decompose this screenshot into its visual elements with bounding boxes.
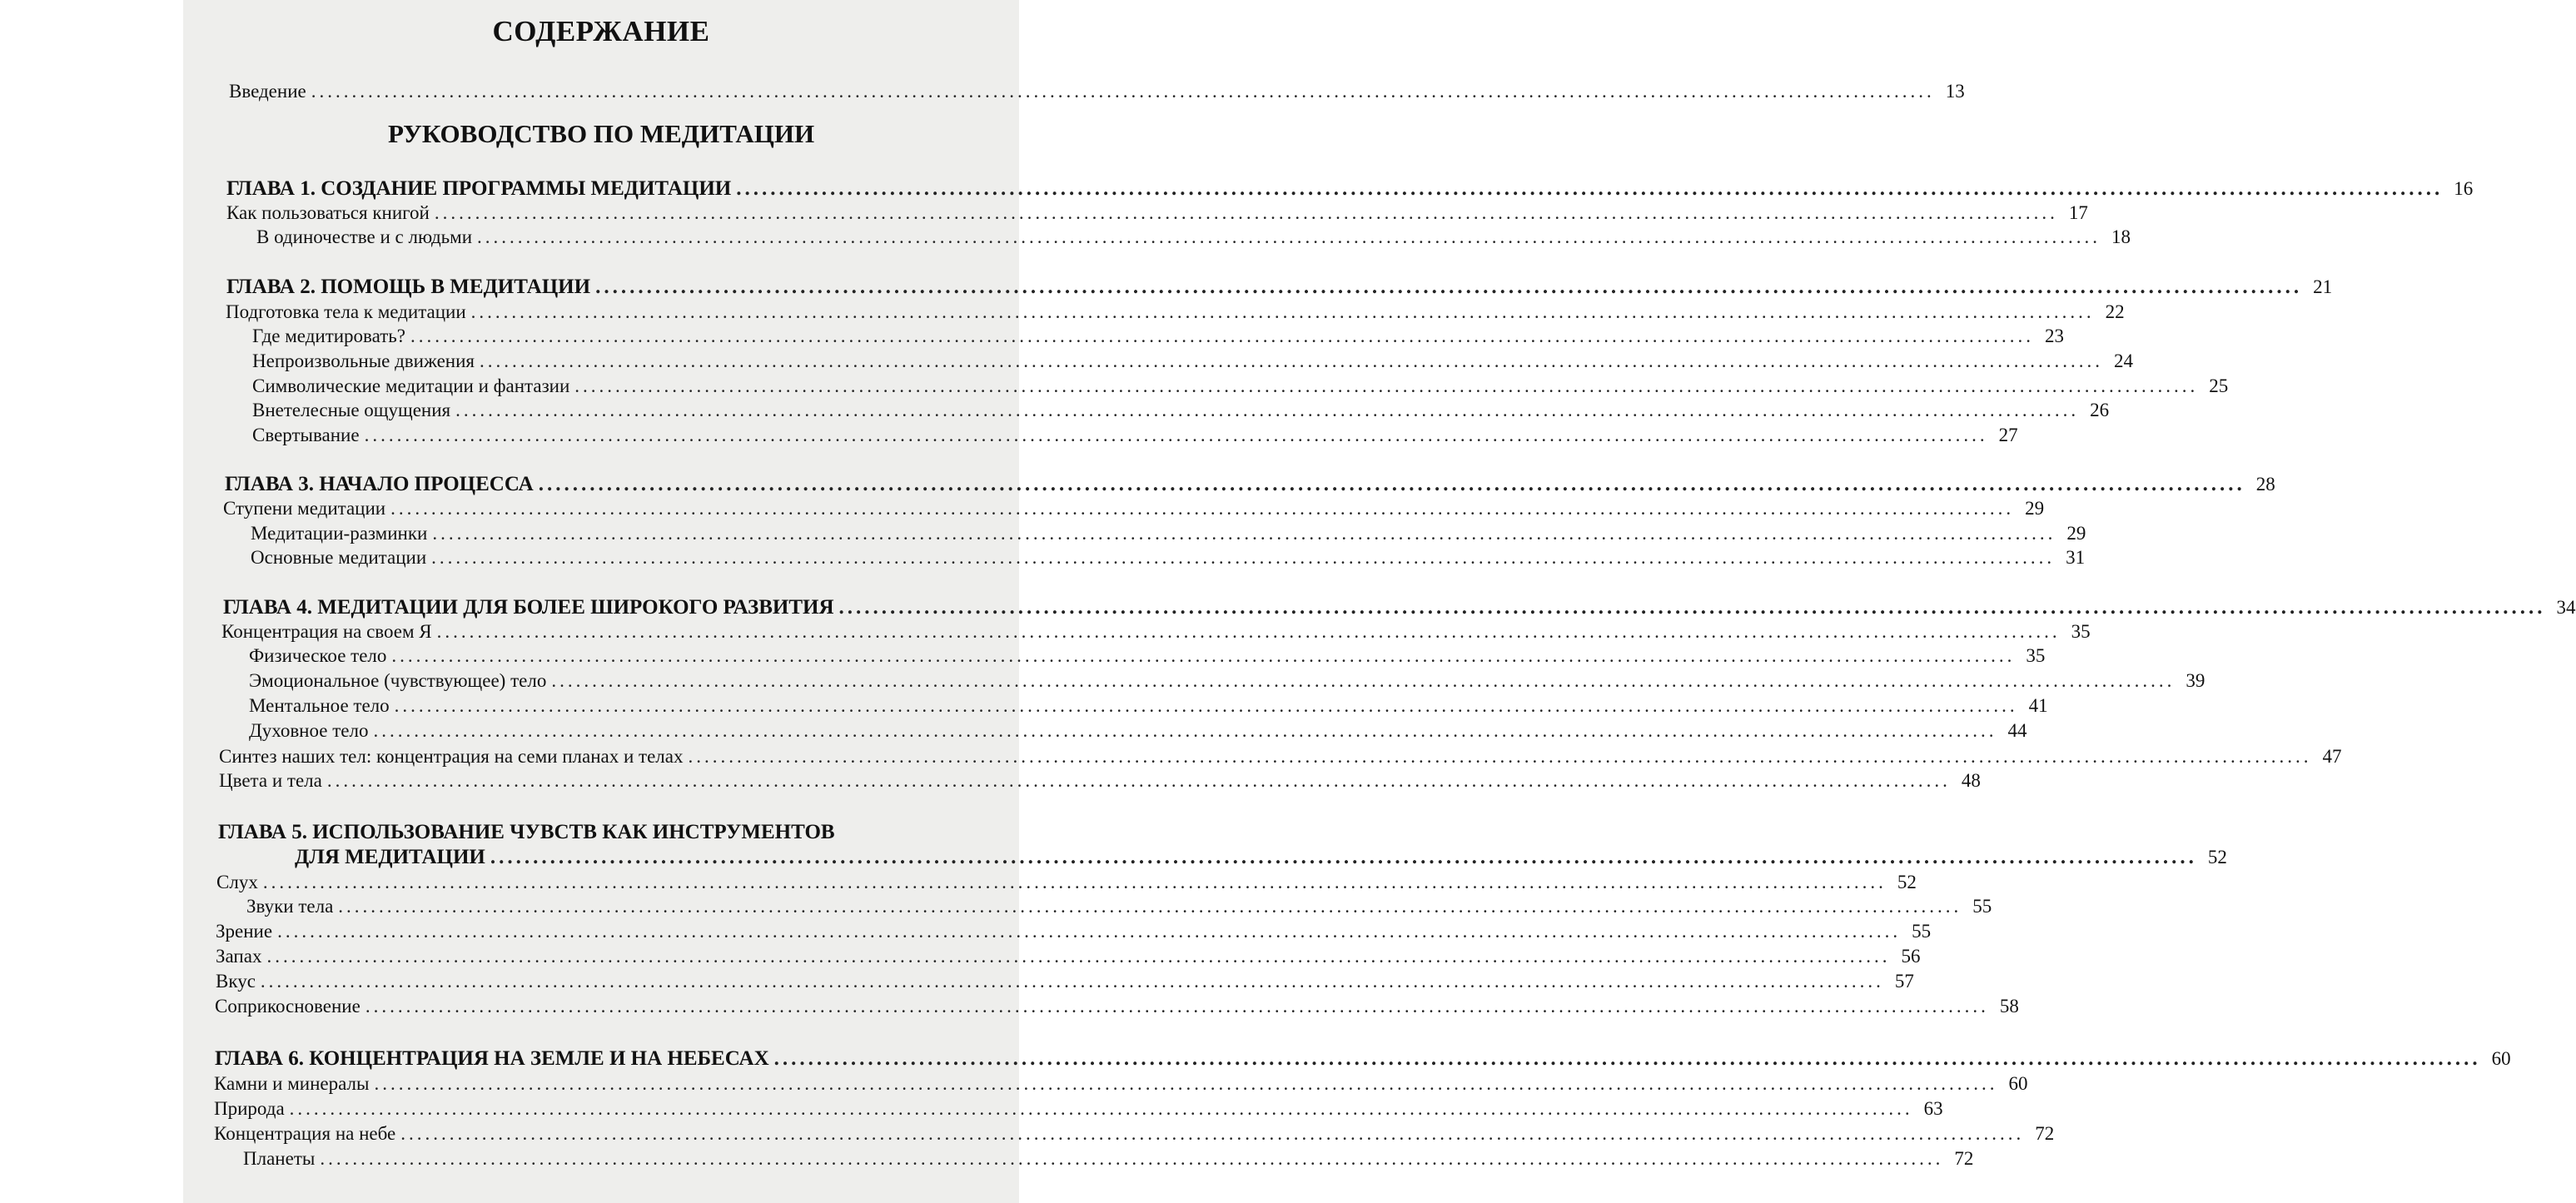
dot-leader: ........................................................................................................................................................................................................ [479, 350, 2103, 371]
toc-entry-label: Зрение [216, 921, 273, 942]
dot-leader: ........................................................................................................................................................................................................ [262, 872, 1887, 892]
toc-entry [226, 201, 2088, 225]
toc-entry-page: 22 [2105, 301, 2125, 322]
dot-leader: ........................................................................................................................................................................................................ [436, 621, 2061, 642]
toc-chapter-label: ДЛЯ МЕДИТАЦИИ [295, 846, 485, 868]
dot-leader: ........................................................................................................................................................................................................ [260, 971, 1884, 992]
dot-leader: ........................................................................................................................................................................................................ [374, 1073, 1998, 1094]
toc-entry-label: Ментальное тело [249, 695, 390, 716]
toc-entry-label: Запах [216, 946, 262, 967]
dot-leader: ........................................................................................................................................................................................................ [326, 770, 1951, 791]
toc-subentry [252, 399, 2110, 422]
toc-subentry [252, 325, 2064, 348]
toc-entry-page: 72 [1954, 1148, 1974, 1169]
dot-leader: ........................................................................................................................................................................................................ [455, 400, 2080, 420]
toc-entry-label: Медитации-разминки [251, 523, 428, 544]
toc-entry-page: 26 [2090, 400, 2110, 420]
toc-subentry [251, 546, 2086, 569]
dot-leader: ........................................................................................................................................................................................................ [410, 326, 2034, 346]
toc-entry-page: 72 [2035, 1123, 2055, 1144]
toc-entry-page: 18 [2111, 226, 2131, 247]
dot-leader: ........................................................................................................................................................................................................ [320, 1148, 1944, 1169]
toc-chapter-3 [225, 473, 2275, 496]
toc-entry-page: 52 [1897, 872, 1917, 892]
dot-leader: ........................................................................................................................................................................................................ [773, 1047, 2481, 1070]
toc-subentry [252, 424, 2018, 447]
dot-leader: ........................................................................................................................................................................................................ [688, 746, 2312, 767]
toc-subentry [246, 895, 1992, 918]
toc-chapter-page: 60 [2491, 1048, 2511, 1069]
toc-entry-label: Планеты [243, 1148, 316, 1169]
toc-entry-label: Свертывание [252, 425, 360, 445]
toc-entry-label: Ступени медитации [223, 498, 386, 519]
toc-entry-page: 55 [1972, 896, 1992, 917]
toc-chapter-4 [223, 596, 2576, 619]
toc-chapter-2 [226, 276, 2333, 299]
toc-entry [219, 745, 2342, 768]
toc-entry-page: 44 [2007, 720, 2027, 741]
toc-entry-label: В одиночестве и с людьми [256, 226, 473, 247]
toc-entry-page: 17 [2068, 202, 2088, 223]
toc-entry-page: 57 [1894, 971, 1914, 992]
toc-subentry [252, 350, 2133, 373]
toc-entry-page: 63 [1923, 1098, 1943, 1119]
toc-entry-intro [229, 80, 1965, 103]
toc-entry-label: Слух [216, 872, 258, 892]
toc-entry-page: 56 [1901, 946, 1921, 967]
toc-entry-label: Подготовка тела к медитации [226, 301, 466, 322]
toc-entry-page: 48 [1961, 770, 1981, 791]
toc-chapter-label: ГЛАВА 1. СОЗДАНИЕ ПРОГРАММЫ МЕДИТАЦИИ [226, 177, 732, 200]
toc-entry-label: Соприкосновение [215, 996, 361, 1017]
dot-leader: ........................................................................................................................................................................................................ [838, 596, 2546, 619]
dot-leader: ........................................................................................................................................................................................................ [364, 425, 1988, 445]
toc-subentry [251, 522, 2086, 545]
toc-entry [221, 620, 2091, 644]
toc-entry-page: 35 [2026, 645, 2046, 666]
toc-entry-label: Внетелесные ощущения [252, 400, 451, 420]
toc-entry [214, 1097, 1943, 1121]
toc-entry-label: Символические медитации и фантазии [252, 375, 570, 396]
toc-chapter-page: 52 [2207, 847, 2227, 867]
dot-leader: ........................................................................................................................................................................................................ [266, 946, 1891, 967]
toc-chapter-label: ГЛАВА 3. НАЧАЛО ПРОЦЕССА [225, 473, 534, 495]
toc-chapter-page: 21 [2313, 276, 2333, 297]
toc-entry-label: Как пользоваться книгой [226, 202, 430, 223]
dot-leader: ........................................................................................................................................................................................................ [289, 1098, 1913, 1119]
toc-subentry [252, 375, 2229, 398]
toc-entry [216, 920, 1932, 943]
dot-leader: ........................................................................................................................................................................................................ [431, 547, 2056, 568]
toc-entry-page: 31 [2066, 547, 2086, 568]
toc-entry-page: 23 [2044, 326, 2064, 346]
toc-entry-label: Физическое тело [249, 645, 387, 666]
toc-entry-page: 35 [2071, 621, 2091, 642]
toc-chapter-page: 28 [2255, 474, 2275, 495]
dot-leader: ........................................................................................................................................................................................................ [373, 720, 1997, 741]
toc-entry-page: 25 [2209, 375, 2229, 396]
dot-leader: ........................................................................................................................................................................................................ [595, 276, 2303, 298]
dot-leader: ........................................................................................................................................................................................................ [477, 226, 2101, 247]
toc-entry-label: Цвета и тела [219, 770, 322, 791]
toc-chapter-5 [295, 846, 2227, 869]
toc-subentry [249, 694, 2048, 718]
toc-entry-label: Основные медитации [251, 547, 427, 568]
toc-entry [216, 970, 1914, 993]
toc-subentry [249, 644, 2046, 668]
book-page [183, 0, 2576, 1203]
dot-leader: ........................................................................................................................................................................................................ [400, 1123, 2025, 1144]
toc-entry-page: 41 [2028, 695, 2048, 716]
toc-entry-page: 27 [1998, 425, 2018, 445]
dot-leader: ........................................................................................................................................................................................................ [551, 670, 2176, 691]
dot-leader: ........................................................................................................................................................................................................ [434, 202, 2058, 223]
dot-leader: ........................................................................................................................................................................................................ [311, 81, 1935, 102]
dot-leader: ........................................................................................................................................................................................................ [490, 846, 2197, 868]
toc-entry [223, 497, 2045, 520]
toc-entry-page: 39 [2186, 670, 2206, 691]
toc-entry-page: 29 [2066, 523, 2086, 544]
toc-chapter-label: ГЛАВА 6. КОНЦЕНТРАЦИЯ НА ЗЕМЛЕ И НА НЕБЕСАХ [215, 1047, 769, 1070]
dot-leader: ........................................................................................................................................................................................................ [470, 301, 2095, 322]
toc-entry-label: Вкус [216, 971, 256, 992]
part-title: РУКОВОДСТВО ПО МЕДИТАЦИИ [387, 119, 815, 148]
toc-entry-label: Эмоциональное (чувствующее) тело [249, 670, 547, 691]
toc-chapter-6 [215, 1047, 2511, 1071]
toc-entry-label: Духовное тело [249, 720, 369, 741]
toc-chapter-label: ГЛАВА 4. МЕДИТАЦИИ ДЛЯ БОЛЕЕ ШИРОКОГО РАЗВИТИЯ [223, 596, 834, 619]
dot-leader: ........................................................................................................................................................................................................ [338, 896, 1962, 917]
dot-leader: ........................................................................................................................................................................................................ [574, 375, 2199, 396]
toc-entry-page: 58 [1999, 996, 2019, 1017]
dot-leader: ........................................................................................................................................................................................................ [538, 473, 2245, 495]
toc-entry-page: 47 [2322, 746, 2342, 767]
toc-entry-label: Концентрация на небе [214, 1123, 396, 1144]
toc-entry [216, 945, 1921, 968]
toc-chapter-page: 34 [2556, 597, 2576, 618]
dot-leader: ........................................................................................................................................................................................................ [736, 177, 2444, 200]
toc-subentry [243, 1147, 1974, 1171]
toc-entry [215, 995, 2019, 1018]
toc-entry [214, 1072, 2028, 1096]
toc-chapter-page: 16 [2454, 178, 2474, 199]
table-of-contents [183, 0, 2576, 1203]
dot-leader: ........................................................................................................................................................................................................ [277, 921, 1902, 942]
toc-entry-label: Где медитировать? [252, 326, 405, 346]
toc-entry-page: 55 [1912, 921, 1932, 942]
toc-entry-label: Концентрация на своем Я [221, 621, 432, 642]
toc-entry-page: 29 [2025, 498, 2045, 519]
dot-leader: ........................................................................................................................................................................................................ [391, 645, 2016, 666]
toc-entry [214, 1122, 2055, 1146]
toc-entry-label: Природа [214, 1098, 285, 1119]
toc-entry [219, 769, 1981, 793]
dot-leader: ........................................................................................................................................................................................................ [390, 498, 2015, 519]
toc-entry-page: 60 [2008, 1073, 2028, 1094]
dot-leader: ........................................................................................................................................................................................................ [365, 996, 1989, 1017]
dot-leader: ........................................................................................................................................................................................................ [394, 695, 2018, 716]
page-title: СОДЕРЖАНИЕ [492, 15, 710, 47]
toc-chapter-1 [226, 177, 2474, 201]
toc-subentry [249, 669, 2206, 693]
toc-entry-label: Камни и минералы [214, 1073, 370, 1094]
toc-entry-label: Введение [229, 81, 306, 102]
toc-entry [216, 871, 1917, 894]
toc-subentry [249, 719, 2027, 743]
toc-entry [226, 301, 2125, 324]
dot-leader: ........................................................................................................................................................................................................ [432, 523, 2056, 544]
toc-chapter-label: ГЛАВА 2. ПОМОЩЬ В МЕДИТАЦИИ [226, 276, 591, 298]
toc-entry-page: 24 [2113, 350, 2133, 371]
toc-entry-page: 13 [1945, 81, 1965, 102]
toc-entry-label: Звуки тела [246, 896, 334, 917]
toc-subentry [256, 226, 2131, 249]
toc-entry-label: Синтез наших тел: концентрация на семи планах и телах [219, 746, 684, 767]
toc-entry-label: Непроизвольные движения [252, 350, 475, 371]
toc-chapter-5-line1: ГЛАВА 5. ИСПОЛЬЗОВАНИЕ ЧУВСТВ КАК ИНСТРУМЕНТОВ [218, 821, 835, 843]
